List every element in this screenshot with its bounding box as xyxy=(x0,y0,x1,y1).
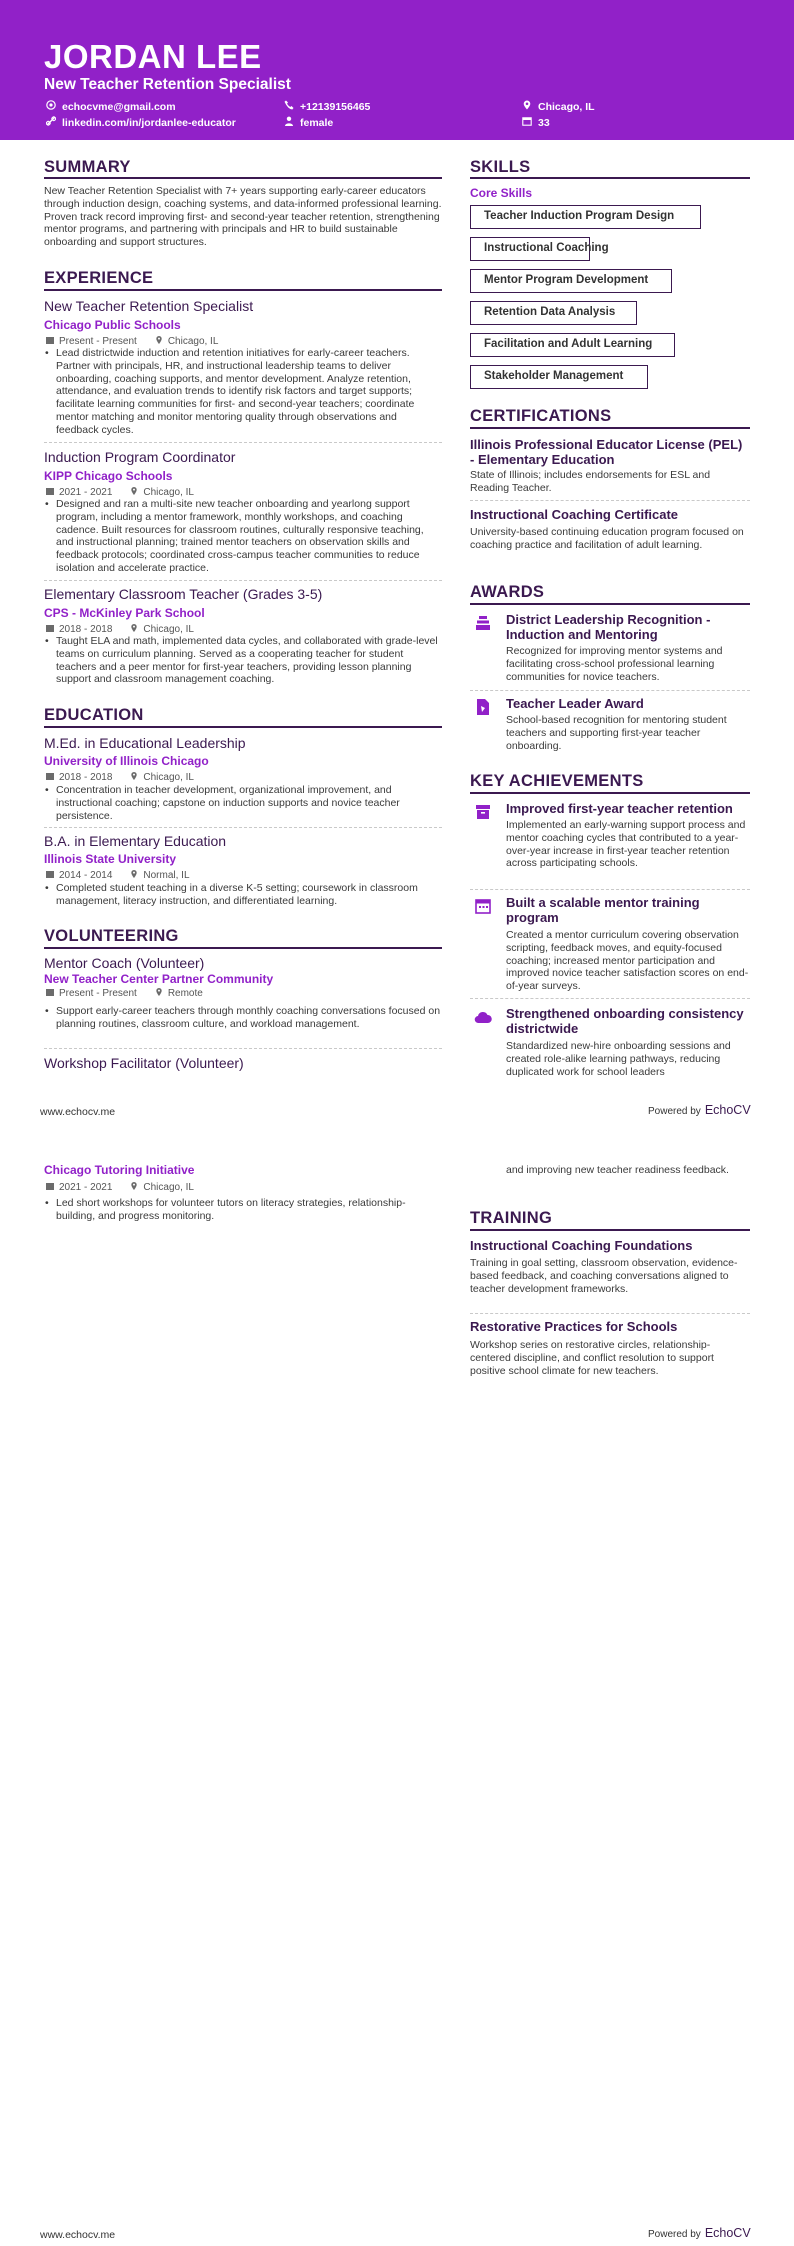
calendar-icon xyxy=(522,116,532,129)
document-award-icon xyxy=(474,698,492,716)
skills-rule xyxy=(470,177,750,179)
at-icon xyxy=(46,100,56,113)
training-name: Instructional Coaching Foundations xyxy=(470,1238,693,1253)
award-name: District Leadership Recognition - Induction and Mentoring xyxy=(506,612,711,642)
training-name: Restorative Practices for Schools xyxy=(470,1319,678,1334)
skill-tag: Mentor Program Development xyxy=(470,269,672,293)
experience-meta xyxy=(46,624,194,635)
brand-name[interactable]: EchoCV xyxy=(704,2226,751,2240)
achievement-name: Built a scalable mentor training program xyxy=(506,895,700,925)
certification-name: Illinois Professional Educator License (PEL) - Elementary Education xyxy=(470,437,743,467)
divider xyxy=(44,580,442,581)
footer-powered xyxy=(648,2226,751,2240)
experience-role: Elementary Classroom Teacher (Grades 3-5) xyxy=(44,586,323,602)
experience-dates: 2018 - 2018 xyxy=(59,623,113,635)
education-location: Chicago, IL xyxy=(143,771,194,783)
summary-heading: SUMMARY xyxy=(44,158,131,176)
powered-by-text: Powered by xyxy=(648,1106,701,1117)
skill-tag: Teacher Induction Program Design xyxy=(470,205,701,229)
education-degree: B.A. in Elementary Education xyxy=(44,833,227,849)
cloud-icon xyxy=(474,1008,492,1026)
location-pin-icon xyxy=(130,624,143,635)
award-name: Teacher Leader Award xyxy=(506,696,644,711)
calendar-icon xyxy=(46,624,59,635)
divider xyxy=(470,889,750,890)
volunteering-location: Remote xyxy=(167,987,203,999)
skill-tag: Retention Data Analysis xyxy=(470,301,637,325)
brand-name[interactable]: EchoCV xyxy=(704,1103,751,1117)
location-pin-icon xyxy=(130,772,143,783)
volunteering-meta xyxy=(46,1182,194,1193)
email-text: echocvme@gmail.com xyxy=(62,100,176,113)
education-meta xyxy=(46,772,194,783)
experience-meta xyxy=(46,487,194,498)
achievements-heading: KEY ACHIEVEMENTS xyxy=(470,772,644,790)
awards-heading: AWARDS xyxy=(470,583,545,601)
location-pin-icon xyxy=(522,100,532,113)
award-desc: Recognized for improving mentor systems and facilitating cross-school professional learning communities for novice teachers. xyxy=(506,645,723,683)
location-pin-icon xyxy=(155,988,168,999)
experience-bullet: • Taught ELA and math, implemented data cycles, and collaborated with grade-level teams on curriculum planning. Served as a cooperating teacher for student teachers and a peer mentor for first-year teachers, providing lesson planning support and classroom management coaching. xyxy=(44,635,442,686)
volunteering-heading: VOLUNTEERING xyxy=(44,927,179,945)
calendar-icon xyxy=(46,988,59,999)
contact-email[interactable] xyxy=(46,100,176,113)
experience-dates: Present - Present xyxy=(59,335,137,347)
certifications-rule xyxy=(470,427,750,429)
volunteering-org: Chicago Tutoring Initiative xyxy=(44,1163,195,1177)
experience-location: Chicago, IL xyxy=(143,486,194,498)
volunteering-bullet: • Led short workshops for volunteer tutors on literacy strategies, relationship-building, and progress monitoring. xyxy=(44,1197,442,1223)
location-pin-icon xyxy=(130,1182,143,1193)
archive-icon xyxy=(474,803,492,821)
location-pin-icon xyxy=(155,336,168,347)
candidate-name: JORDAN LEE xyxy=(44,38,262,75)
experience-bullet: • Designed and ran a multi-site new teacher onboarding and yearlong support program, including a mentor framework, monthly workshops, and coaching cadence. Built resources for classroom routines, culturally responsive teaching, and instructional planning; trained mentor teachers on observation skills and feedback protocols; coordinated cross-campus teacher communities to reduce isolation and accelerate practice. xyxy=(44,498,442,575)
skill-tag: Instructional Coaching xyxy=(470,237,590,261)
experience-meta xyxy=(46,336,218,347)
powered-by-text: Powered by xyxy=(648,2229,701,2240)
volunteering-meta xyxy=(46,988,203,999)
certification-desc: University-based continuing education program focused on coaching practice and facilitation of adult learning. xyxy=(470,526,744,551)
achievement-desc: Created a mentor curriculum covering observation scripting, feedback moves, and equity-focused coaching; increased mentor participation and improved novice teacher satisfaction scores on end-of-year surveys. xyxy=(506,929,749,993)
education-school: Illinois State University xyxy=(44,852,177,866)
achievement-desc: Standardized new-hire onboarding sessions and created role-alike learning pathways, reducing duplicated work for school leaders xyxy=(506,1040,731,1078)
contact-age xyxy=(522,116,550,129)
experience-org: CPS - McKinley Park School xyxy=(44,606,205,620)
education-rule xyxy=(44,726,442,728)
education-bullet: • Completed student teaching in a diverse K-5 setting; coursework in classroom management, literacy instruction, and differentiated learning. xyxy=(44,882,442,908)
education-bullet: • Concentration in teacher development, organizational improvement, and instructional coaching; capstone on induction supports and novice teacher persistence. xyxy=(44,784,442,822)
achievements-rule xyxy=(470,792,750,794)
achievement-name: Improved first-year teacher retention xyxy=(506,801,733,816)
volunteering-location: Chicago, IL xyxy=(143,1181,194,1193)
divider xyxy=(44,442,442,443)
award-desc: School-based recognition for mentoring student teachers and supporting first-year teacher onboarding. xyxy=(506,714,727,752)
calendar-icon xyxy=(46,870,59,881)
link-icon xyxy=(46,116,56,129)
divider xyxy=(44,827,442,828)
achievement-desc: Implemented an early-warning support process and mentor coaching cycles that contributed to a year-over-year increase in first-year teacher retention across participating schools. xyxy=(506,819,746,870)
certifications-heading: CERTIFICATIONS xyxy=(470,407,612,425)
volunteering-role: Workshop Facilitator (Volunteer) xyxy=(44,1055,244,1071)
summary-text: New Teacher Retention Specialist with 7+ years supporting early-career educators through induction design, coaching systems, and data-informed professional learning. Proven track record improving first- and second-year teacher retention, strengthening mentor programs, and partnering with principals and HR to build sustainable onboarding and support structures. xyxy=(44,185,442,249)
location-pin-icon xyxy=(130,870,143,881)
experience-location: Chicago, IL xyxy=(143,623,194,635)
calendar-icon xyxy=(46,487,59,498)
experience-rule xyxy=(44,289,442,291)
phone-icon xyxy=(284,100,294,113)
calendar-icon xyxy=(46,772,59,783)
education-degree: M.Ed. in Educational Leadership xyxy=(44,735,246,751)
volunteering-bullet: • Support early-career teachers through monthly coaching conversations focused on planning routines, classroom culture, and workload management. xyxy=(44,1005,442,1031)
skill-tag: Facilitation and Adult Learning xyxy=(470,333,675,357)
age-text: 33 xyxy=(538,116,550,129)
experience-org: Chicago Public Schools xyxy=(44,318,181,332)
divider xyxy=(470,998,750,999)
awards-rule xyxy=(470,603,750,605)
education-dates: 2014 - 2014 xyxy=(59,869,113,881)
volunteering-dates: Present - Present xyxy=(59,987,137,999)
divider xyxy=(470,1313,750,1314)
calendar-icon xyxy=(474,897,492,915)
contact-phone[interactable] xyxy=(284,100,370,113)
divider xyxy=(470,690,750,691)
footer-site[interactable]: www.echocv.me xyxy=(40,2229,116,2241)
summary-rule xyxy=(44,177,442,179)
podium-icon xyxy=(474,614,492,632)
calendar-icon xyxy=(46,1182,59,1193)
contact-gender xyxy=(284,116,333,129)
experience-org: KIPP Chicago Schools xyxy=(44,469,173,483)
volunteering-role: Mentor Coach (Volunteer) xyxy=(44,955,205,971)
footer-site[interactable]: www.echocv.me xyxy=(40,1106,116,1118)
education-school: University of Illinois Chicago xyxy=(44,754,209,768)
certification-desc: State of Illinois; includes endorsements for ESL and Reading Teacher. xyxy=(470,469,711,494)
linkedin-text: linkedin.com/in/jordanlee-educator xyxy=(62,116,236,129)
contact-linkedin[interactable] xyxy=(46,116,236,129)
divider xyxy=(470,500,750,501)
skills-heading: SKILLS xyxy=(470,158,531,176)
location-text: Chicago, IL xyxy=(538,100,595,113)
education-heading: EDUCATION xyxy=(44,706,144,724)
skills-subheading: Core Skills xyxy=(470,186,533,200)
calendar-icon xyxy=(46,336,59,347)
divider xyxy=(44,1048,442,1049)
education-meta xyxy=(46,870,190,881)
resume-header xyxy=(0,0,794,140)
training-desc: Training in goal setting, classroom observation, evidence-based feedback, and coaching conversations aligned to teacher development frameworks. xyxy=(470,1257,738,1295)
footer-powered xyxy=(648,1103,751,1117)
experience-role: Induction Program Coordinator xyxy=(44,449,236,465)
location-pin-icon xyxy=(130,487,143,498)
candidate-title: New Teacher Retention Specialist xyxy=(44,76,291,93)
training-rule xyxy=(470,1229,750,1231)
training-desc: Workshop series on restorative circles, relationship-centered discipline, and conflict resolution to support positive school climate for new teachers. xyxy=(470,1339,714,1377)
gender-text: female xyxy=(300,116,334,129)
experience-location: Chicago, IL xyxy=(167,335,219,347)
experience-heading: EXPERIENCE xyxy=(44,269,154,287)
education-dates: 2018 - 2018 xyxy=(59,771,113,783)
experience-bullet: • Lead districtwide induction and retention initiatives for early-career teachers. Partner with principals, HR, and instructional leadership teams to deliver onboarding, coaching supports, and mentor development. Analyze retention, attendance, and evaluation trends to identify risk factors and target supports; facilitate learning communities for first- and second-year teachers; coordinate mentor matching and monitor mentoring quality through observations and feedback cycles. xyxy=(44,347,442,437)
certification-name: Instructional Coaching Certificate xyxy=(470,507,679,522)
skill-tag: Stakeholder Management xyxy=(470,365,648,389)
volunteering-rule xyxy=(44,947,442,949)
education-location: Normal, IL xyxy=(143,869,190,881)
volunteering-dates: 2021 - 2021 xyxy=(59,1181,113,1193)
experience-role: New Teacher Retention Specialist xyxy=(44,298,254,314)
achievement-desc-continued: and improving new teacher readiness feedback. xyxy=(506,1164,729,1176)
phone-text: +12139156465 xyxy=(300,100,371,113)
experience-dates: 2021 - 2021 xyxy=(59,486,113,498)
contact-location xyxy=(522,100,595,113)
achievement-name: Strengthened onboarding consistency districtwide xyxy=(506,1006,744,1036)
person-icon xyxy=(284,116,294,129)
training-heading: TRAINING xyxy=(470,1209,553,1227)
volunteering-org: New Teacher Center Partner Community xyxy=(44,972,274,986)
